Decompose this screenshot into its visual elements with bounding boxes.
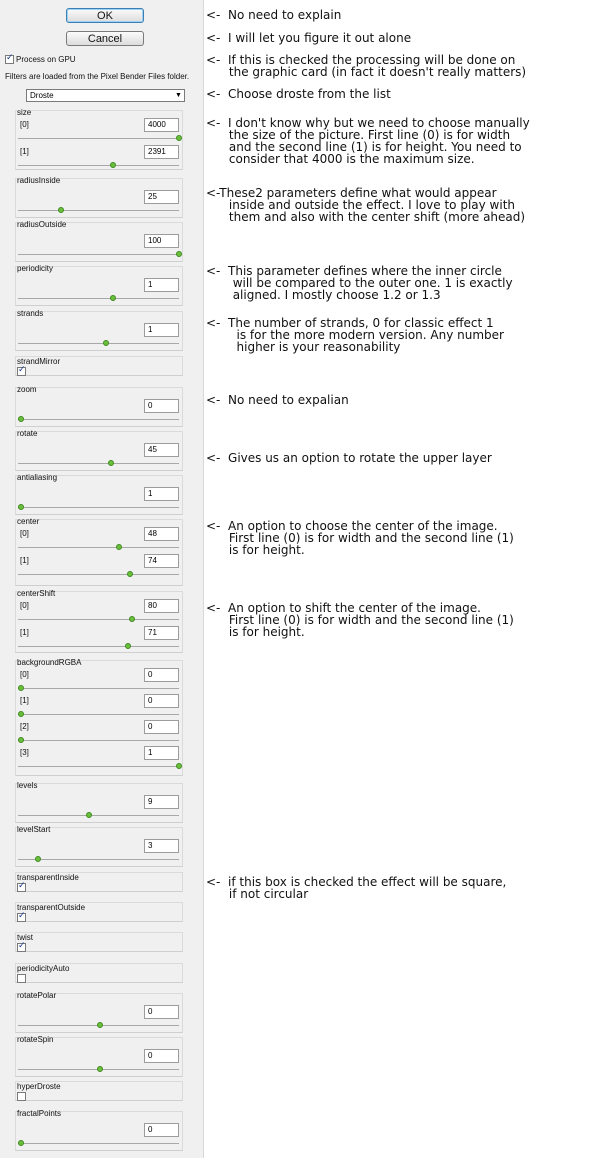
param-value-field-rotate[interactable]: 45	[144, 443, 179, 457]
param-slider-track-size-0[interactable]	[18, 138, 179, 139]
filter-select[interactable]	[26, 89, 185, 102]
param-value-field-radiusInside[interactable]: 25	[144, 190, 179, 204]
param-index-center-1: [1]	[20, 556, 29, 565]
param-value-field-levelStart[interactable]: 3	[144, 839, 179, 853]
annotation-note-1: <- No need to explain	[206, 8, 342, 22]
param-slider-track-rotate[interactable]	[18, 463, 179, 464]
process-on-gpu-checkbox[interactable]	[5, 55, 14, 64]
param-index-centerShift-1: [1]	[20, 628, 29, 637]
param-slider-track-radiusOutside[interactable]	[18, 254, 179, 255]
param-label-size: size	[17, 108, 32, 117]
filter-settings-panel	[0, 0, 204, 1158]
param-value-field-backgroundRGBA-3[interactable]: 1	[144, 746, 179, 760]
param-checkbox-periodicityAuto[interactable]	[17, 974, 26, 983]
param-value-field-backgroundRGBA-0[interactable]: 0	[144, 668, 179, 682]
param-slider-thumb-antialiasing[interactable]	[18, 504, 24, 510]
param-checkbox-transparentOutside[interactable]	[17, 913, 26, 922]
annotation-note-5: <- I don't know why but we need to choose manually the size of the picture. First line (0) is for width and the second line (1) is for height. You need to consider that 4000 is the maximum size.	[206, 116, 530, 166]
param-value-field-zoom[interactable]: 0	[144, 399, 179, 413]
param-checkbox-strandMirror[interactable]	[17, 367, 26, 376]
param-slider-track-backgroundRGBA-0[interactable]	[18, 688, 179, 689]
param-slider-thumb-backgroundRGBA-1[interactable]	[18, 711, 24, 717]
annotation-note-6: <-These2 parameters define what would appear inside and outside the effect. I love to play with them and also with the center shift (more ahead)	[206, 186, 526, 224]
annotation-note-13: <- if this box is checked the effect will be square, if not circular	[206, 875, 507, 901]
param-slider-track-center-1[interactable]	[18, 574, 179, 575]
param-slider-track-size-1[interactable]	[18, 165, 179, 166]
param-slider-thumb-size-1[interactable]	[110, 162, 116, 168]
param-slider-track-centerShift-0[interactable]	[18, 619, 179, 620]
param-index-backgroundRGBA-1: [1]	[20, 696, 29, 705]
annotation-note-9: <- No need to expalian	[206, 393, 349, 407]
dropdown-arrow-icon[interactable]: ▼	[175, 92, 182, 99]
param-checkbox-transparentInside[interactable]	[17, 883, 26, 892]
param-slider-thumb-center-0[interactable]	[116, 544, 122, 550]
param-slider-track-centerShift-1[interactable]	[18, 646, 179, 647]
filters-folder-text: Filters are loaded from the Pixel Bender Files folder.	[5, 72, 190, 81]
param-value-field-periodicity[interactable]: 1	[144, 278, 179, 292]
param-index-size-0: [0]	[20, 120, 29, 129]
param-label-zoom: zoom	[17, 385, 37, 394]
param-index-backgroundRGBA-2: [2]	[20, 722, 29, 731]
param-value-field-size-1[interactable]: 2391	[144, 145, 179, 159]
param-slider-thumb-radiusOutside[interactable]	[176, 251, 182, 257]
param-label-hyperDroste: hyperDroste	[17, 1082, 61, 1091]
annotation-note-8: <- The number of strands, 0 for classic effect 1 is for the more modern version. Any number higher is your reasonability	[206, 316, 504, 354]
param-value-field-center-1[interactable]: 74	[144, 554, 179, 568]
param-slider-thumb-center-1[interactable]	[127, 571, 133, 577]
annotation-note-7: <- This parameter defines where the inner circle will be compared to the outer one. 1 is exactly aligned. I mostly choose 1.2 or 1.3	[206, 264, 513, 302]
param-slider-thumb-zoom[interactable]	[18, 416, 24, 422]
annotation-note-12: <- An option to shift the center of the image. First line (0) is for width and the second line (1) is for height.	[206, 601, 514, 639]
param-slider-track-backgroundRGBA-1[interactable]	[18, 714, 179, 715]
param-slider-thumb-backgroundRGBA-0[interactable]	[18, 685, 24, 691]
param-value-field-fractalPoints[interactable]: 0	[144, 1123, 179, 1137]
param-slider-track-levelStart[interactable]	[18, 859, 179, 860]
param-index-size-1: [1]	[20, 147, 29, 156]
param-label-transparentInside: transparentInside	[17, 873, 79, 882]
param-label-radiusInside: radiusInside	[17, 176, 61, 185]
param-slider-thumb-centerShift-0[interactable]	[129, 616, 135, 622]
filter-select-value: Droste	[30, 91, 54, 100]
annotation-column	[206, 0, 595, 1158]
param-value-field-rotatePolar[interactable]: 0	[144, 1005, 179, 1019]
param-slider-thumb-rotateSpin[interactable]	[97, 1066, 103, 1072]
param-group-twist	[15, 932, 183, 952]
ok-button[interactable]: OK	[66, 8, 144, 23]
param-value-field-centerShift-0[interactable]: 80	[144, 599, 179, 613]
param-value-field-radiusOutside[interactable]: 100	[144, 234, 179, 248]
param-label-transparentOutside: transparentOutside	[17, 903, 86, 912]
param-index-backgroundRGBA-0: [0]	[20, 670, 29, 679]
param-slider-track-periodicity[interactable]	[18, 298, 179, 299]
param-value-field-size-0[interactable]: 4000	[144, 118, 179, 132]
param-label-backgroundRGBA: backgroundRGBA	[17, 658, 82, 667]
param-slider-thumb-rotatePolar[interactable]	[97, 1022, 103, 1028]
param-label-rotateSpin: rotateSpin	[17, 1035, 54, 1044]
param-value-field-levels[interactable]: 9	[144, 795, 179, 809]
param-slider-track-backgroundRGBA-3[interactable]	[18, 766, 179, 767]
param-value-field-antialiasing[interactable]: 1	[144, 487, 179, 501]
param-value-field-backgroundRGBA-1[interactable]: 0	[144, 694, 179, 708]
annotation-note-2: <- I will let you figure it out alone	[206, 31, 412, 45]
param-slider-track-antialiasing[interactable]	[18, 507, 179, 508]
param-value-field-center-0[interactable]: 48	[144, 527, 179, 541]
param-index-backgroundRGBA-3: [3]	[20, 748, 29, 757]
param-label-rotatePolar: rotatePolar	[17, 991, 57, 1000]
param-slider-track-levels[interactable]	[18, 815, 179, 816]
param-checkbox-hyperDroste[interactable]	[17, 1092, 26, 1101]
param-label-periodicityAuto: periodicityAuto	[17, 964, 70, 973]
param-label-rotate: rotate	[17, 429, 38, 438]
param-slider-thumb-size-0[interactable]	[176, 135, 182, 141]
param-value-field-centerShift-1[interactable]: 71	[144, 626, 179, 640]
param-slider-track-zoom[interactable]	[18, 419, 179, 420]
param-label-centerShift: centerShift	[17, 589, 56, 598]
annotation-note-4: <- Choose droste from the list	[206, 87, 391, 101]
param-label-fractalPoints: fractalPoints	[17, 1109, 62, 1118]
param-index-center-0: [0]	[20, 529, 29, 538]
param-label-radiusOutside: radiusOutside	[17, 220, 67, 229]
param-label-periodicity: periodicity	[17, 264, 54, 273]
param-label-strands: strands	[17, 309, 44, 318]
cancel-button[interactable]: Cancel	[66, 31, 144, 46]
param-value-field-backgroundRGBA-2[interactable]: 0	[144, 720, 179, 734]
param-slider-thumb-fractalPoints[interactable]	[18, 1140, 24, 1146]
param-slider-thumb-periodicity[interactable]	[110, 295, 116, 301]
param-slider-thumb-rotate[interactable]	[108, 460, 114, 466]
annotation-note-10: <- Gives us an option to rotate the upper layer	[206, 451, 492, 465]
param-slider-track-strands[interactable]	[18, 343, 179, 344]
param-value-field-rotateSpin[interactable]: 0	[144, 1049, 179, 1063]
process-on-gpu-row[interactable]	[5, 55, 76, 64]
param-slider-thumb-radiusInside[interactable]	[58, 207, 64, 213]
param-slider-thumb-backgroundRGBA-2[interactable]	[18, 737, 24, 743]
param-slider-thumb-levels[interactable]	[86, 812, 92, 818]
param-index-centerShift-0: [0]	[20, 601, 29, 610]
param-slider-track-backgroundRGBA-2[interactable]	[18, 740, 179, 741]
param-label-strandMirror: strandMirror	[17, 357, 61, 366]
annotation-note-11: <- An option to choose the center of the image. First line (0) is for width and the second line (1) is for height.	[206, 519, 514, 557]
param-slider-thumb-backgroundRGBA-3[interactable]	[176, 763, 182, 769]
param-label-levelStart: levelStart	[17, 825, 51, 834]
annotation-note-3: <- If this is checked the processing will be done on the graphic card (in fact it doesn't really matters)	[206, 53, 527, 79]
param-checkbox-twist[interactable]	[17, 943, 26, 952]
param-value-field-strands[interactable]: 1	[144, 323, 179, 337]
process-on-gpu-label: Process on GPU	[16, 55, 76, 65]
param-label-antialiasing: antialiasing	[17, 473, 58, 482]
param-label-levels: levels	[17, 781, 38, 790]
param-label-center: center	[17, 517, 40, 526]
param-slider-track-fractalPoints[interactable]	[18, 1143, 179, 1144]
param-label-twist: twist	[17, 933, 33, 942]
param-slider-track-radiusInside[interactable]	[18, 210, 179, 211]
param-slider-track-center-0[interactable]	[18, 547, 179, 548]
